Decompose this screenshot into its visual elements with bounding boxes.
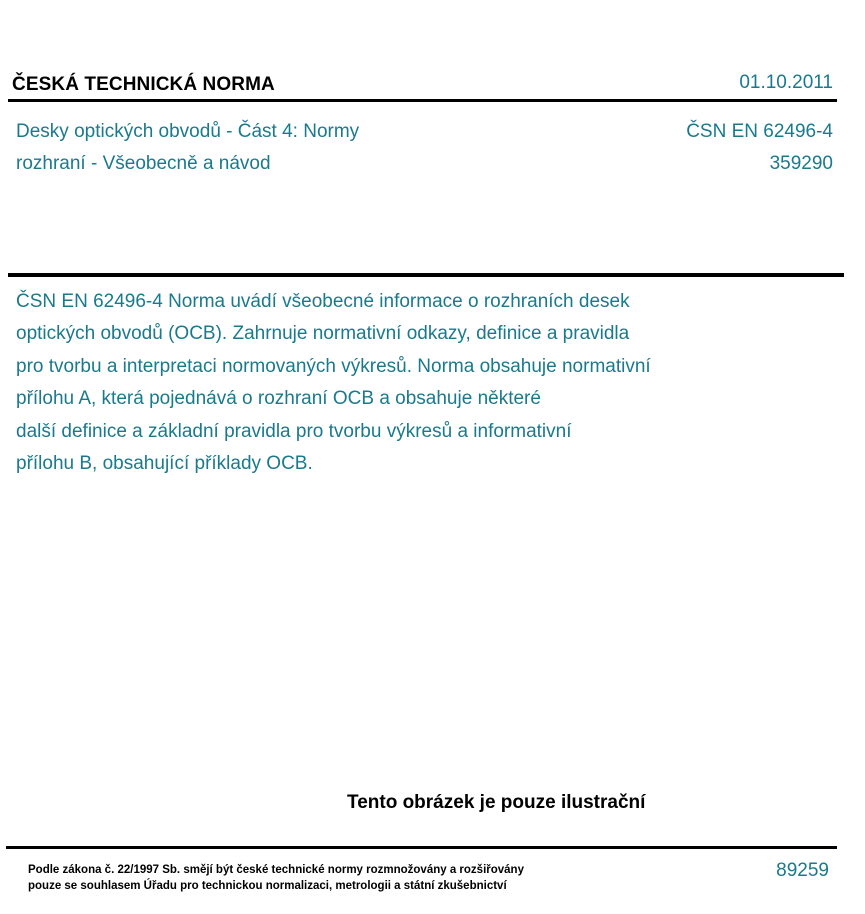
legal-line: Podle zákona č. 22/1997 Sb. smějí být české technické normy rozmnožovány a rozšiřovány bbox=[28, 864, 524, 876]
abstract-line: ČSN EN 62496-4 Norma uvádí všeobecné informace o rozhraních desek bbox=[16, 291, 630, 312]
standard-title-line: rozhraní - Všeobecně a návod bbox=[16, 153, 271, 174]
abstract-line: další definice a základní pravidla pro tvorbu výkresů a informativní bbox=[16, 420, 572, 442]
abstract-line: optických obvodů (OCB). Zahrnuje normativní odkazy, definice a pravidla bbox=[16, 323, 630, 345]
abstract bbox=[16, 286, 651, 480]
bottom-divider bbox=[6, 846, 837, 849]
standard-title-line: Desky optických obvodů - Část 4: Normy bbox=[16, 121, 360, 142]
legal-notice bbox=[28, 862, 524, 894]
illustrative-notice: Tento obrázek je pouze ilustrační bbox=[347, 792, 646, 813]
header-date: 01.10.2011 bbox=[739, 72, 833, 93]
standard-class-number: 359290 bbox=[769, 153, 833, 174]
abstract-line: přílohu B, obsahující příklady OCB. bbox=[16, 453, 313, 475]
abstract-line: přílohu A, která pojednává o rozhraní OCB a obsahuje některé bbox=[16, 388, 541, 410]
document-number: 89259 bbox=[776, 860, 829, 881]
header-title: ČESKÁ TECHNICKÁ NORMA bbox=[12, 74, 275, 95]
top-divider bbox=[8, 99, 837, 102]
standard-title bbox=[16, 116, 456, 180]
standard-code: ČSN EN 62496-4 bbox=[686, 121, 833, 142]
standard-identifiers bbox=[686, 116, 833, 180]
middle-divider bbox=[8, 273, 844, 277]
abstract-line: pro tvorbu a interpretaci normovaných výkresů. Norma obsahuje normativní bbox=[16, 355, 651, 377]
legal-line: pouze se souhlasem Úřadu pro technickou normalizaci, metrologii a státní zkušebnictví bbox=[28, 880, 507, 892]
